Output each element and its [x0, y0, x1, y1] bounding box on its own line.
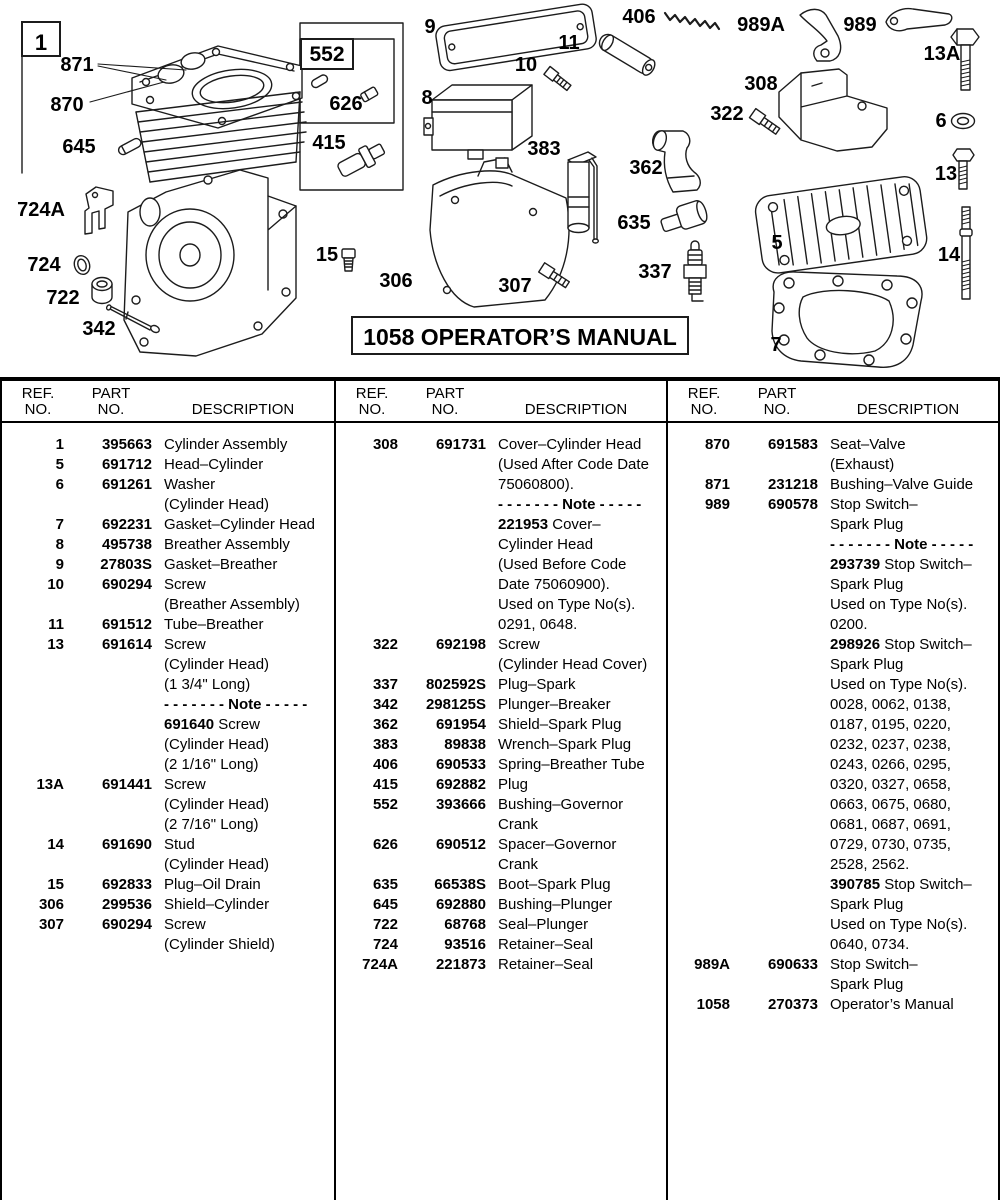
table-row: [12, 555, 330, 575]
header-description: DESCRIPTION: [191, 401, 295, 418]
header-part-no: PART NO.: [757, 385, 797, 418]
part-no: 495738: [101, 536, 152, 553]
ref-no: 362: [372, 716, 398, 733]
table-row: [346, 775, 662, 795]
part-no: 690633: [767, 956, 818, 973]
description: Shield–Cylinder: [164, 896, 270, 913]
part-724-retainer-seal: [72, 254, 92, 277]
table-row: [346, 735, 662, 755]
table-row: [12, 515, 330, 535]
part-722-seal-plunger: [92, 278, 112, 304]
part-callout-14: 14: [937, 244, 961, 266]
description: Tube–Breather: [164, 616, 264, 633]
ref-no: 1058: [696, 996, 730, 1013]
table-row: [346, 675, 662, 695]
part-callout-7: 7: [770, 334, 782, 356]
part-callout-415: 415: [312, 132, 346, 154]
description: Cylinder Assembly: [164, 436, 288, 453]
description: Screw (Cylinder Head) (1 3/4" Long) - - - - - - - Note - - - - - 691640 Screw (Cylinder Head) (2 1/16" Long): [164, 636, 308, 773]
description: Operator’s Manual: [830, 996, 954, 1013]
part-14-stud: [960, 207, 972, 299]
part-callout-322: 322: [710, 103, 744, 125]
table-row: [12, 835, 330, 875]
part-989A-stop-switch: [800, 9, 841, 61]
part-no: 690294: [101, 576, 152, 593]
ref-no: 645: [372, 896, 398, 913]
ref-no: 626: [372, 836, 398, 853]
ref-no: 635: [372, 876, 398, 893]
part-383-wrench-spark-plug: [568, 152, 598, 243]
table-row: [12, 475, 330, 515]
ref-no: 11: [48, 616, 64, 633]
table-row: [346, 715, 662, 735]
part-406-spring-breather-tube: [665, 13, 719, 29]
table-row: [12, 915, 330, 955]
ref-no: 9: [55, 556, 64, 573]
ref-no: 989A: [694, 956, 730, 973]
description: Stop Switch– Spark Plug: [830, 956, 918, 993]
part-callout-15: 15: [315, 244, 339, 266]
table-row: [346, 935, 662, 955]
part-no: 690512: [435, 836, 486, 853]
description: Screw (Breather Assembly): [164, 576, 300, 613]
part-callout-724: 724: [27, 254, 61, 276]
table-header: [668, 381, 998, 423]
ref-no: 13: [47, 636, 64, 653]
ref-no: 1: [55, 436, 64, 453]
part-no: 393666: [435, 796, 486, 813]
description: Plug–Oil Drain: [164, 876, 261, 893]
ref-no: 13A: [36, 776, 64, 793]
part-no: 395663: [101, 436, 152, 453]
table-rows: [668, 423, 998, 1015]
description: Screw (Cylinder Head) (2 7/16" Long): [164, 776, 270, 833]
part-989-stop-switch: [886, 9, 952, 31]
part-callout-989A: 989A: [737, 14, 785, 36]
ref-no: 322: [372, 636, 398, 653]
description: Retainer–Seal: [498, 956, 594, 973]
ref-no: 5: [55, 456, 64, 473]
part-no: 66538S: [434, 876, 486, 893]
part-callout-871: 871: [60, 54, 94, 76]
table-row: [346, 795, 662, 835]
part-callout-5: 5: [771, 232, 783, 254]
description: Plug: [498, 776, 529, 793]
description: Gasket–Breather: [164, 556, 278, 573]
part-callout-626: 626: [329, 93, 363, 115]
table-row: [346, 835, 662, 875]
part-callout-10: 10: [514, 54, 538, 76]
description: Boot–Spark Plug: [498, 876, 611, 893]
table-row: [12, 635, 330, 775]
part-7-gasket-cylinder-head: [772, 272, 922, 367]
ref-no: 724: [372, 936, 398, 953]
part-337-plug-spark: [684, 241, 706, 301]
description: Stop Switch– Spark Plug - - - - - - - Note - - - - - 293739 Stop Switch– Spark Plug Used on Type No(s). 0200. 298926 Stop Switch– Spark Plug Used on Type No(s). 0028, 0062, 0138, 0187, 0195, 0220, 0232, 0237, 0238, 0243, 0266, 0295, 0320, 0327, 0658, 0663, 0675, 0680, 0681, 0687, 0691, 0729, 0730, 0735, 2528, 2562. 390785 Stop Switch– Spark Plug Used on Type No(s). 0640, 0734.: [830, 496, 974, 953]
part-callout-13A: 13A: [923, 43, 961, 65]
part-no: 802592S: [425, 676, 486, 693]
description: Bushing–Valve Guide: [830, 476, 974, 493]
ref-no: 308: [372, 436, 398, 453]
table-row: [678, 495, 994, 955]
part-callout-1058: 1058 OPERATOR’S MANUAL: [363, 324, 677, 350]
table-row: [346, 435, 662, 635]
part-no: 692880: [435, 896, 486, 913]
ref-no: 871: [704, 476, 730, 493]
part-no: 691954: [435, 716, 486, 733]
part-no: 691583: [767, 436, 818, 453]
ref-no: 10: [47, 576, 64, 593]
header-part-no: PART NO.: [425, 385, 465, 418]
parts-table-column-3: [666, 381, 998, 1200]
ref-no: 7: [55, 516, 64, 533]
ref-no: 15: [47, 876, 64, 893]
part-callout-645: 645: [62, 136, 96, 158]
part-callout-337: 337: [638, 261, 672, 283]
part-no: 691614: [101, 636, 152, 653]
description: Washer (Cylinder Head): [164, 476, 270, 513]
ref-no: 724A: [362, 956, 398, 973]
table-row: [12, 875, 330, 895]
part-no: 68768: [444, 916, 486, 933]
ref-no: 870: [704, 436, 730, 453]
part-724A-retainer-seal: [85, 187, 113, 234]
ref-no: 14: [47, 836, 64, 853]
description: Retainer–Seal: [498, 936, 594, 953]
exploded-parts-diagram: [0, 0, 1000, 377]
part-callout-1: 1: [34, 30, 48, 55]
part-no: 690294: [101, 916, 152, 933]
ref-no: 6: [55, 476, 64, 493]
part-no: 27803S: [100, 556, 152, 573]
ref-no: 406: [372, 756, 398, 773]
part-no: 691441: [101, 776, 152, 793]
table-row: [346, 695, 662, 715]
part-callout-989: 989: [843, 14, 877, 36]
description: Bushing–Plunger: [498, 896, 613, 913]
part-callout-307: 307: [498, 275, 532, 297]
part-no: 691261: [101, 476, 152, 493]
description: Screw (Cylinder Shield): [164, 916, 275, 953]
description: Seal–Plunger: [498, 916, 589, 933]
part-callout-724A: 724A: [17, 199, 65, 221]
part-no: 231218: [767, 476, 818, 493]
part-no: 690533: [435, 756, 486, 773]
part-callout-308: 308: [744, 73, 778, 95]
part-8-breather-assembly: [424, 85, 532, 159]
part-no: 691690: [101, 836, 152, 853]
part-callout-383: 383: [527, 138, 561, 160]
part-callout-11: 11: [558, 32, 580, 54]
part-no: 298125S: [425, 696, 486, 713]
header-description: DESCRIPTION: [856, 401, 960, 418]
part-no: 692198: [435, 636, 486, 653]
part-10-screw: [544, 66, 572, 91]
table-row: [678, 475, 994, 495]
table-row: [12, 575, 330, 615]
header-ref-no: REF. NO.: [355, 385, 389, 418]
description: Wrench–Spark Plug: [498, 736, 632, 753]
description: Screw (Cylinder Head Cover): [498, 636, 648, 673]
part-15-plug-oil-drain: [342, 249, 355, 271]
description: Shield–Spark Plug: [498, 716, 622, 733]
header-ref-no: REF. NO.: [21, 385, 55, 418]
table-row: [346, 635, 662, 675]
part-callout-406: 406: [622, 6, 656, 28]
header-ref-no: REF. NO.: [687, 385, 721, 418]
description: Plug–Spark: [498, 676, 576, 693]
part-5-head-cylinder: [754, 175, 929, 275]
description: Seat–Valve (Exhaust): [830, 436, 906, 473]
table-rows: [2, 423, 334, 955]
table-row: [12, 435, 330, 455]
description: Head–Cylinder: [164, 456, 264, 473]
description: Spring–Breather Tube: [498, 756, 645, 773]
description: Plunger–Breaker: [498, 696, 611, 713]
part-635-boot-spark-plug: [658, 199, 709, 236]
part-no: 692882: [435, 776, 486, 793]
table-row: [12, 535, 330, 555]
table-row: [12, 455, 330, 475]
parts-table-column-2: [334, 381, 666, 1200]
part-callout-8: 8: [421, 87, 433, 109]
part-11-tube-breather: [596, 31, 657, 77]
table-row: [346, 875, 662, 895]
table-row: [12, 775, 330, 835]
part-no: 93516: [444, 936, 486, 953]
part-645-bushing-plunger: [117, 137, 142, 156]
part-no: 691731: [435, 436, 486, 453]
description: Spacer–Governor Crank: [498, 836, 617, 873]
part-no: 89838: [444, 736, 486, 753]
table-header: [2, 381, 334, 423]
ref-no: 337: [372, 676, 398, 693]
parts-table: [0, 377, 1000, 1200]
part-callout-342: 342: [82, 318, 116, 340]
table-row: [12, 615, 330, 635]
table-row: [12, 895, 330, 915]
part-callout-552: 552: [309, 43, 345, 66]
part-callout-13: 13: [934, 163, 958, 185]
ref-no: 307: [38, 916, 64, 933]
table-row: [346, 755, 662, 775]
part-322-screw: [749, 109, 781, 136]
ref-no: 342: [372, 696, 398, 713]
table-row: [346, 915, 662, 935]
part-no: 690578: [767, 496, 818, 513]
part-no: 691712: [101, 456, 152, 473]
ref-no: 722: [372, 916, 398, 933]
description: Bushing–Governor Crank: [498, 796, 624, 833]
table-rows: [336, 423, 666, 975]
part-callout-9: 9: [424, 16, 436, 38]
part-callout-362: 362: [629, 157, 663, 179]
ref-no: 415: [372, 776, 398, 793]
description: Breather Assembly: [164, 536, 290, 553]
part-1-cylinder-assembly: [124, 46, 306, 356]
part-callout-635: 635: [617, 212, 651, 234]
part-callout-306: 306: [379, 270, 413, 292]
part-308-cover-cylinder-head: [779, 69, 887, 151]
table-row: [346, 895, 662, 915]
table-row: [346, 955, 662, 975]
description: Cover–Cylinder Head (Used After Code Date 75060800). - - - - - - - Note - - - - - 221953 Cover– Cylinder Head (Used Before Code Date 75060900). Used on Type No(s). 0291, 0648.: [498, 436, 649, 633]
ref-no: 552: [372, 796, 398, 813]
ref-no: 306: [38, 896, 64, 913]
ref-no: 989: [704, 496, 730, 513]
header-part-no: PART NO.: [91, 385, 131, 418]
table-row: [678, 435, 994, 475]
description: Stud (Cylinder Head): [164, 836, 270, 873]
ref-no: 383: [372, 736, 398, 753]
description: Gasket–Cylinder Head: [164, 516, 315, 533]
table-row: [678, 955, 994, 995]
ref-no: 8: [55, 536, 64, 553]
part-6-washer: [952, 114, 975, 129]
part-no: 221873: [435, 956, 486, 973]
parts-table-column-1: [2, 381, 334, 1200]
part-callout-870: 870: [50, 94, 84, 116]
table-header: [336, 381, 666, 423]
part-no: 691512: [101, 616, 152, 633]
part-no: 692833: [101, 876, 152, 893]
table-row: [678, 995, 994, 1015]
part-callout-722: 722: [46, 287, 80, 309]
header-description: DESCRIPTION: [524, 401, 628, 418]
part-callout-6: 6: [935, 110, 947, 132]
part-no: 299536: [101, 896, 152, 913]
part-no: 692231: [101, 516, 152, 533]
part-no: 270373: [767, 996, 818, 1013]
